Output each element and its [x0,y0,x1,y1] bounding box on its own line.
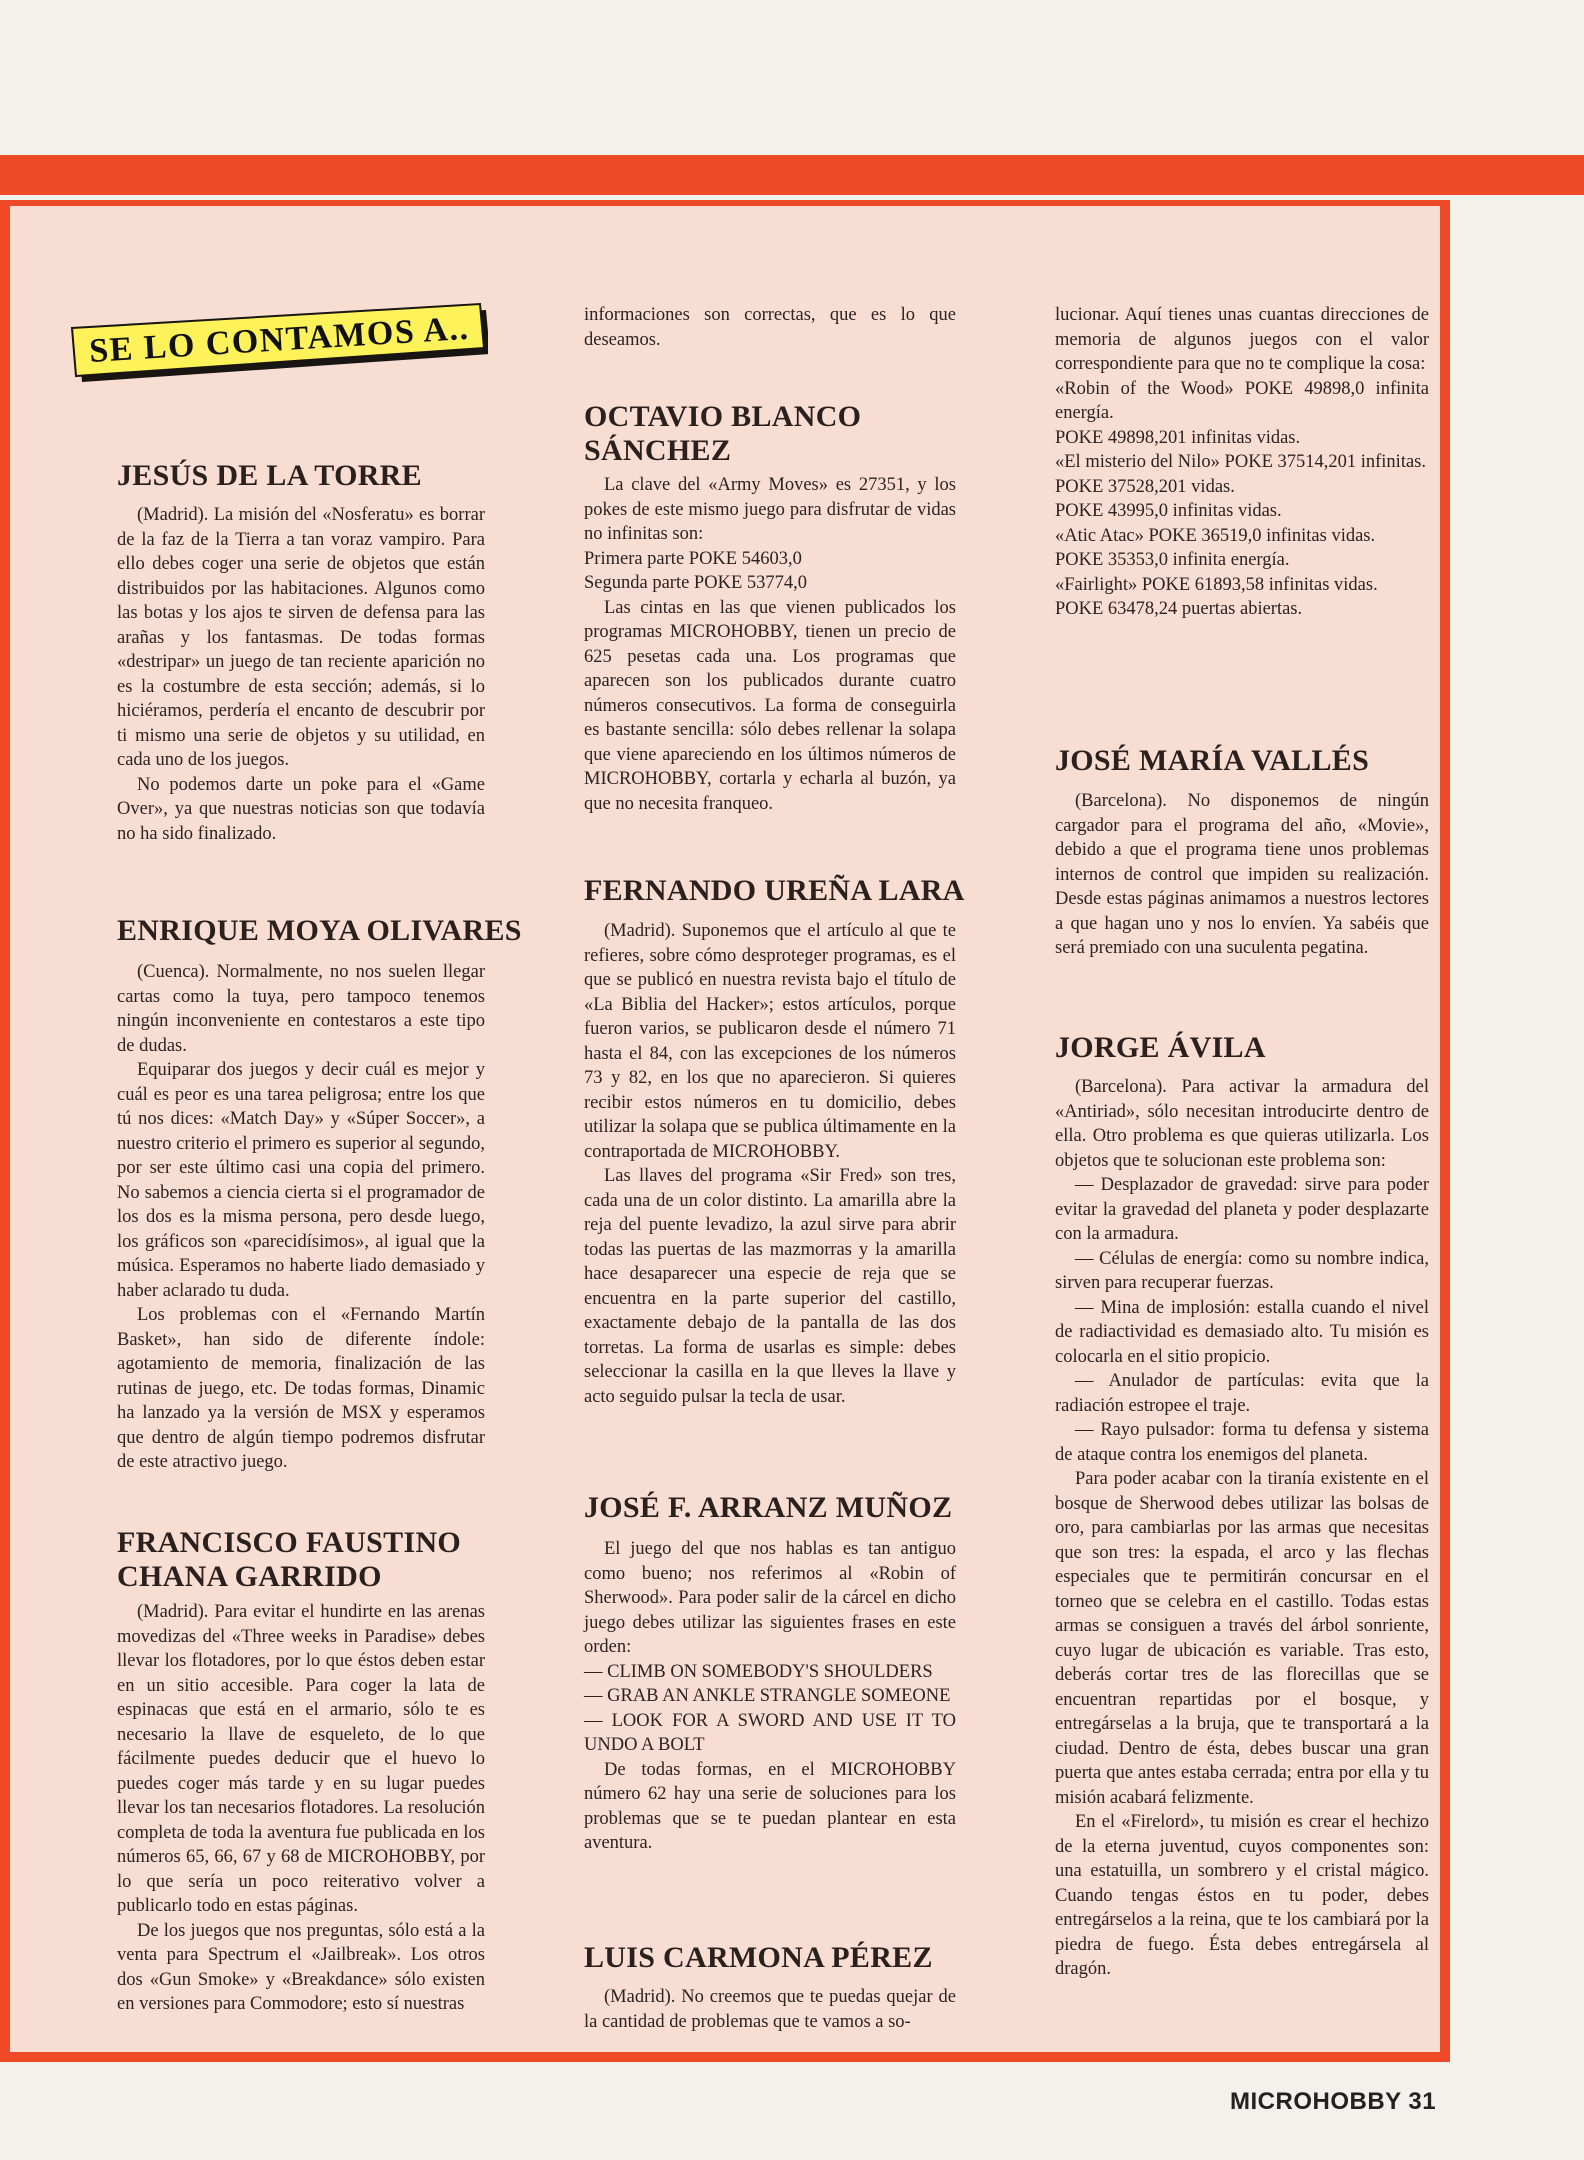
paragraph: (Cuenca). Normalmente, no nos suelen llegar cartas como la tuya, pero tampoco tenemos ningún inconveniente en contestaros a este tipo de dudas. [117,962,485,1056]
poke-line: POKE 49898,201 infinitas vidas. [1055,427,1301,448]
poke-line: «Fairlight» POKE 61893,58 infinitas vidas. [1055,574,1378,595]
poke-line: POKE 43995,0 infinitas vidas. [1055,501,1282,521]
section-tag-text: SE LO CONTAMOS A.. [88,309,471,370]
paragraph: En el «Firelord», tu misión es crear el hechizo de la eterna juventud, cuyos componentes son: una estatuilla, un sombrero y el cristal mágico. Cuando tengas éstos en tu poder, debes entregárselos a la reina, que te los cambiará por la piedra de fuego. Ésta debes entregársela al dragón. [1055,1812,1429,1979]
paragraph: (Madrid). Suponemos que el artículo al que te refieres, sobre cómo desproteger programas, es el que se publicó en nuestra revista bajo el título de «La Biblia del Hacker»; estos artículos, porque fueron varios, se publicaron desde el número 71 hasta el 84, con las excepciones de los números 73 y 82, en los que no aparecieron. Si quieres recibir estos números en tu domicilio, debes utilizar la solapa que se publica últimamente en la contraportada de MICROHOBBY. [584,921,956,1162]
paragraph: De todas formas, en el MICROHOBBY número 62 hay una serie de soluciones para los problemas que se te puedan plantear en esta aventura. [584,1759,956,1853]
paragraph: (Madrid). No creemos que te puedas quejar de la cantidad de problemas que te vamos a so- [584,1987,956,2032]
paragraph: Equiparar dos juegos y decir cuál es mejor y cuál es peor es una tarea peligrosa; entre los que tú nos dices: «Match Day» y «Súper Soccer», a nuestro criterio el primero es superior al segundo, por ser este último casi una copia del primero. No sabemos a ciencia cierta si el programador de los dos es la misma persona, pero desde luego, los gráficos son «parecidísimos», al igual que la música. Esperamos no haberte liado demasiado y haber aclarado tu duda. [117,1060,485,1301]
paragraph: Las cintas en las que vienen publicados los programas MICROHOBBY, tienen un precio de 625 pesetas cada una. Los programas que aparecen son los publicados durante cuatro números consecutivos. La forma de conseguirla es bastante sencilla: sólo debes rellenar la solapa que viene apareciendo en los últimos números de MICROHOBBY, cortarla y echarla al buzón, ya que no necesita franqueo. [584,597,956,814]
frame-left-border [0,200,10,2060]
paragraph: lucionar. Aquí tienes unas cuantas direcciones de memoria de algunos juegos con el valor correspondiente para que no te complique la cosa: [1055,305,1429,374]
heading-luis-carmona: LUIS CARMONA PÉREZ [584,1941,933,1974]
paragraph: El juego del que nos hablas es tan antiguo como bueno; nos referimos al «Robin of Sherwood». Para poder salir de la cárcel en dicho juego debes utilizar las siguientes frases en este orden: [584,1539,956,1657]
poke-line: «Atic Atac» POKE 36519,0 infinitas vidas. [1055,525,1376,546]
paragraph: — Anulador de partículas: evita que la radiación estropee el traje. [1055,1371,1429,1416]
poke-line: «El misterio del Nilo» POKE 37514,201 infinitas. [1055,452,1427,472]
heading-enrique-moya: ENRIQUE MOYA OLIVARES [117,914,522,947]
paragraph: — Mina de implosión: estalla cuando el nivel de radiactividad es demasiado alto. Tu misión es colocarla en el sitio propicio. [1055,1297,1429,1367]
poke-line: «Robin of the Wood» POKE 49898,0 infinita energía. [1055,378,1429,423]
poke-line: POKE 37528,201 vidas. [1055,476,1235,497]
frame-right-border [1440,205,1450,2055]
paragraph: No podemos darte un poke para el «Game Over», ya que nuestras noticias son que todavía no ha sido finalizado. [117,774,485,844]
heading-sanchez: SÁNCHEZ [584,434,732,467]
heading-chana-garrido: CHANA GARRIDO [117,1560,382,1593]
heading-jesus-de-la-torre: JESÚS DE LA TORRE [117,459,422,492]
heading-jose-maria-valles: JOSÉ MARÍA VALLÉS [1055,744,1370,777]
poke-line: POKE 63478,24 puertas abiertas. [1055,599,1303,619]
paragraph: informaciones son correctas, que es lo que deseamos. [584,305,956,350]
heading-francisco-faustino: FRANCISCO FAUSTINO [117,1526,462,1559]
paragraph: Para poder acabar con la tiranía existente en el bosque de Sherwood debes utilizar las bolsas de oro, para cambiarlas por las armas que necesitas que son tres: la espada, el arco y las flechas especiales que te permitirán concursar en el torneo que se celebra en el castillo. Todas estas armas se consiguen a través del árbol sonriente, cuyo lugar de ubicación es variable. Tras esto, deberás cortar tres de las florecillas que se encuentran repartidas por el bosque, y entregárselas a la bruja, que te transportará a la ciudad. Dentro de ésta, debes buscar una gran puerta que antes estaba cerrada; entra por ella y tu misión acabará felizmente. [1055,1469,1429,1808]
poke-line: Primera parte POKE 54603,0 [584,548,802,569]
paragraph: — Rayo pulsador: forma tu defensa y sistema de ataque contra los enemigos del planeta. [1055,1420,1429,1465]
article-panel [10,206,1440,2052]
poke-line: Segunda parte POKE 53774,0 [584,573,807,593]
paragraph: (Barcelona). No disponemos de ningún cargador para el programa del año, «Movie», debido a que el programa tiene unos problemas internos de control que impiden su realización. Desde estas páginas animamos a nuestros lectores a que hagan uno y nos lo envíen. Ya sabéis que será premiado con una suculenta pegatina. [1055,791,1429,958]
poke-line: POKE 35353,0 infinita energía. [1055,550,1290,570]
paragraph: — Desplazador de gravedad: sirve para poder evitar la gravedad del planeta y poder desplazarte con la armadura. [1055,1175,1429,1244]
command-line: — LOOK FOR A SWORD AND USE IT TO UNDO A BOLT [584,1710,956,1755]
paragraph: La clave del «Army Moves» es 27351, y los pokes de este mismo juego para disfrutar de vidas no infinitas son: [584,475,956,544]
frame-bottom-border [0,2052,1450,2062]
heading-fernando-urena: FERNANDO UREÑA LARA [584,874,965,907]
command-line: — GRAB AN ANKLE STRANGLE SOMEONE [584,1686,951,1706]
heading-jorge-avila: JORGE ÁVILA [1055,1031,1266,1064]
paragraph: (Barcelona). Para activar la armadura del «Antiriad», sólo necesitan introducirte dentro de ella. Otro problema es que quieras utilizarla. Los objetos que te solucionan este problema son: [1055,1077,1429,1171]
paragraph: — Células de energía: como su nombre indica, sirven para recuperar fuerzas. [1055,1248,1429,1293]
paragraph: Los problemas con el «Fernando Martín Basket», han sido de diferente índole: agotamiento de memoria, finalización de las rutinas de juego, etc. De todas formas, Dinamic ha lanzado ya la versión de MSX y esperamos que dentro de algún tiempo podremos disfrutar de este atractivo juego. [117,1305,485,1472]
page-footer: MICROHOBBY 31 [1230,2088,1437,2115]
header-red-band [0,155,1584,195]
heading-octavio-blanco: OCTAVIO BLANCO [584,400,862,433]
paragraph: (Madrid). Para evitar el hundirte en las arenas movedizas del «Three weeks in Paradise» debes llevar los flotadores, por lo que éstos deben estar en un sitio accesible. Para coger la lata de espinacas que está en el armario, sólo te es necesario la llave de esqueleto, de lo que fácilmente puedes deducir que el huevo lo puedes coger más tarde y en su lugar puedes llevar los tan necesarios flotadores. La resolución completa de toda la aventura fue publicada en los números 65, 66, 67 y 68 de MICROHOBBY, por lo que sería un poco reiterativo volver a publicarlo todo en estas páginas. [117,1602,485,1916]
paragraph: De los juegos que nos preguntas, sólo está a la venta para Spectrum el «Jailbreak». Los otros dos «Gun Smoke» y «Breakdance» sólo existen en versiones para Commodore; esto sí nuestras [117,1920,485,2014]
paragraph: Las llaves del programa «Sir Fred» son tres, cada una de un color distinto. La amarilla abre la reja del puente levadizo, la azul sirve para abrir todas las puertas de las mazmorras y la amarilla hace desaparecer una especie de reja que se encuentra en la parte superior del castillo, exactamente debajo de la pantalla de las dos torretas. La forma de usarlas es simple: debes seleccionar la casilla en la que lleves la llave y acto seguido pulsar la tecla de usar. [584,1166,956,1407]
command-line: — CLIMB ON SOMEBODY'S SHOULDERS [584,1661,933,1682]
section-tag [60,300,488,390]
paragraph: (Madrid). La misión del «Nosferatu» es borrar de la faz de la Tierra a tan voraz vampiro. Para ello debes coger una serie de objetos que están distribuidos por las habitaciones. Algunos como las botas y los ajos te sirven de defensa para las arañas y los fantasmas. De todas formas «destripar» un juego de tan reciente aparición no es la costumbre de esta sección; además, si lo hiciéramos, perdería el encanto de descubrir por ti mismo una serie de objetos y su utilidad, en cada uno de los juegos. [117,505,485,770]
heading-jose-f-arranz: JOSÉ F. ARRANZ MUÑOZ [584,1491,953,1524]
